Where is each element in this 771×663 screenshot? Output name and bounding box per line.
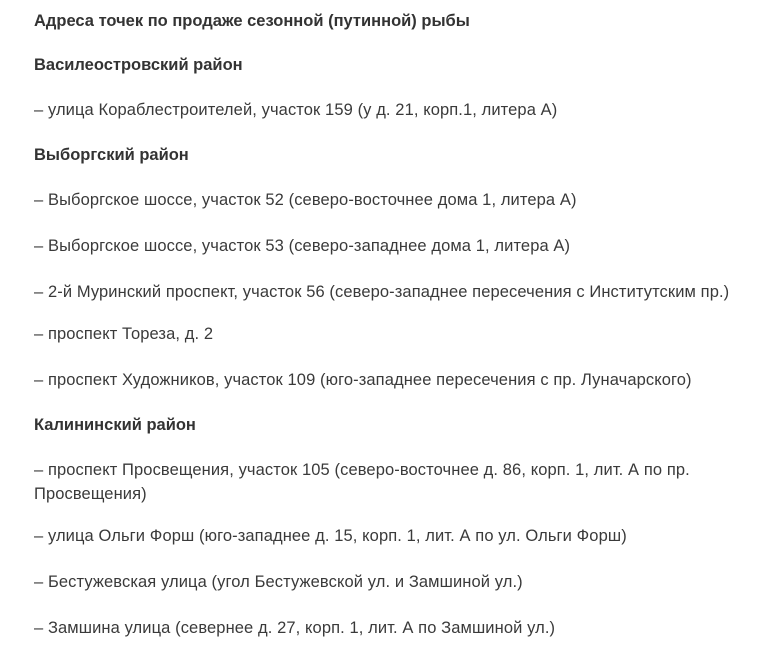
district-vyborgsky [34,144,759,392]
district-kalininsky [34,414,759,640]
address-item: – Замшина улица (севернее д. 27, корп. 1, лит. А по Замшиной ул.) [34,619,556,637]
address-item: – 2-й Муринский проспект, участок 56 (северо-западнее пересечения с Институтским пр.) [34,283,730,301]
district-heading: Калининский район [34,416,196,434]
address-item: – улица Ольги Форш (юго-западнее д. 15, корп. 1, лит. А по ул. Ольги Форш) [34,527,627,545]
address-item: – проспект Просвещения, участок 105 (северо-восточнее д. 86, корп. 1, лит. А по пр. Просвещения) [34,461,690,503]
address-item: – проспект Тореза, д. 2 [34,325,214,343]
address-item: – Выборгское шоссе, участок 52 (северо-восточнее дома 1, литера А) [34,191,577,209]
address-item: – проспект Художников, участок 109 (юго-западнее пересечения с пр. Луначарского) [34,371,692,389]
district-heading: Выборгский район [34,146,189,164]
page-title: Адреса точек по продаже сезонной (путинной) рыбы [34,12,470,30]
address-item: – Бестужевская улица (угол Бестужевской ул. и Замшиной ул.) [34,573,523,591]
address-item: – улица Кораблестроителей, участок 159 (у д. 21, корп.1, литера А) [34,101,558,119]
address-item: – Выборгское шоссе, участок 53 (северо-западнее дома 1, литера А) [34,237,571,255]
district-heading: Василеостровский район [34,56,243,74]
district-vasileostrovsky [34,54,759,122]
